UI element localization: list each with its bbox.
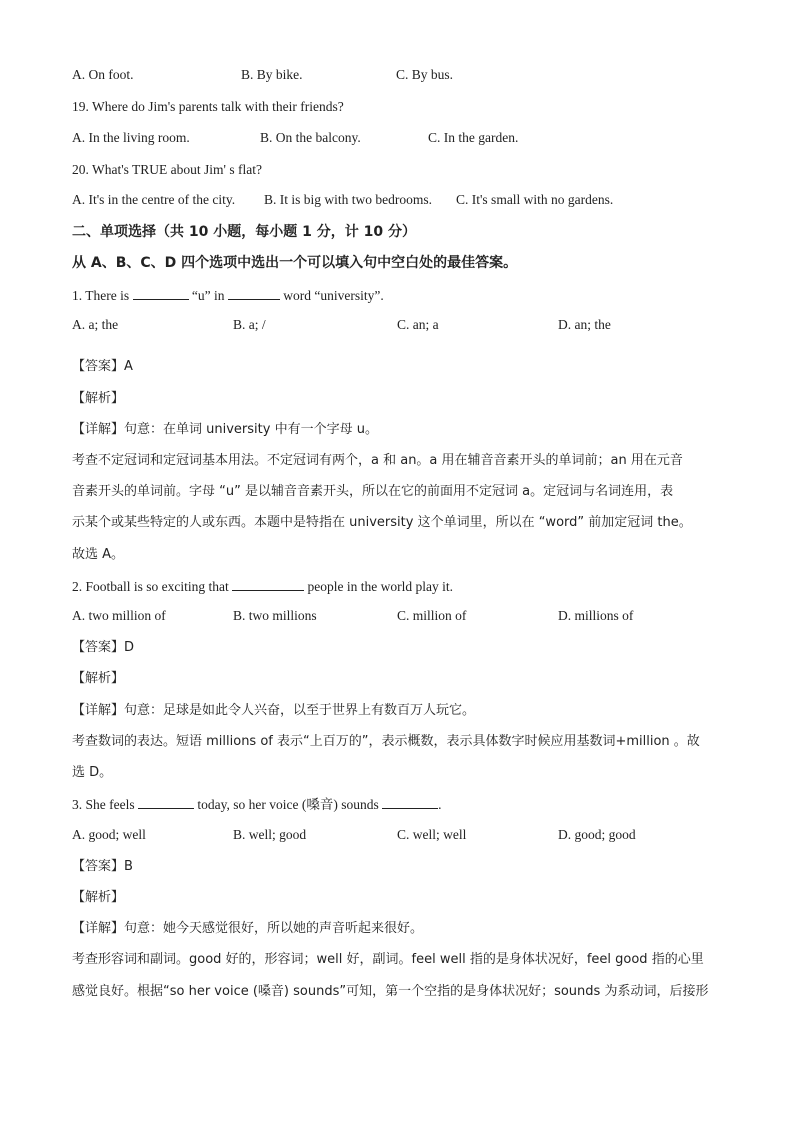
q19-option-a: A. In the living room.: [72, 130, 190, 145]
q1-answer: 【答案】A: [72, 359, 133, 374]
q1-option-d: D. an; the: [558, 317, 611, 332]
q18-option-a: A. On foot.: [72, 67, 134, 82]
q20-option-a: A. It's in the centre of the city.: [72, 192, 236, 207]
q2-answer: 【答案】D: [72, 640, 135, 655]
q2-explain-line: 考查数词的表达。短语 millions of 表示“上百万的”，表示概数，表示具体数字时候应用基数词+million 。故: [72, 734, 700, 749]
q1-option-a: A. a; the: [72, 317, 119, 332]
q1-blank-2: [228, 286, 280, 300]
q3-answer: 【答案】B: [72, 859, 133, 874]
section-instruction: 从 A、B、C、D 四个选项中选出一个可以填入句中空白处的最佳答案。: [72, 255, 518, 271]
q3-stem-part-c: .: [438, 797, 442, 812]
q1-option-b: B. a; /: [233, 317, 266, 332]
q1-stem-part-a: 1. There is: [72, 288, 130, 303]
q19-option-c: C. In the garden.: [428, 130, 519, 145]
q2-option-b: B. two millions: [233, 608, 317, 623]
q20-stem: 20. What's TRUE about Jim' s flat?: [72, 162, 262, 177]
q3-blank-2: [382, 795, 438, 809]
q19-option-b: B. On the balcony.: [260, 130, 361, 145]
q2-blank: [232, 577, 304, 591]
q2-option-c: C. million of: [397, 608, 467, 623]
q2-stem: [72, 577, 453, 596]
q3-explain-line: 考查形容词和副词。good 好的，形容词；well 好，副词。feel well 指的是身体状况好，feel good 指的心里: [72, 952, 704, 967]
q1-stem-part-b: “u” in: [191, 288, 225, 303]
q3-option-c: C. well; well: [397, 827, 467, 842]
q1-explain-line: 故选 A。: [72, 547, 125, 562]
q3-option-b: B. well; good: [233, 827, 307, 842]
q3-blank-1: [138, 795, 194, 809]
q2-option-d: D. millions of: [558, 608, 634, 623]
q2-analysis-label: 【解析】: [72, 671, 125, 686]
q3-option-d: D. good; good: [558, 827, 636, 842]
q2-stem-part-b: people in the world play it.: [307, 579, 453, 594]
q1-explain-line: 音素开头的单词前。字母 “u” 是以辅音音素开头，所以在它的前面用不定冠词 a。定冠词与名词连用，表: [72, 484, 674, 499]
q3-stem-part-a: 3. She feels: [72, 797, 135, 812]
q20-option-c: C. It's small with no gardens.: [456, 192, 614, 207]
q1-analysis-label: 【解析】: [72, 391, 125, 406]
q19-stem: 19. Where do Jim's parents talk with their friends?: [72, 99, 344, 114]
q3-analysis-label: 【解析】: [72, 890, 125, 905]
q3-stem-part-b: today, so her voice (嗓音) sounds: [197, 797, 379, 812]
q2-stem-part-a: 2. Football is so exciting that: [72, 579, 229, 594]
section-title: 二、单项选择（共 10 小题，每小题 1 分，计 10 分）: [72, 224, 416, 240]
q1-explain-line: 示某个或某些特定的人或东西。本题中是特指在 university 这个单词里，所以在 “word” 前加定冠词 the。: [72, 515, 692, 530]
q2-detail: 【详解】句意：足球是如此令人兴奋，以至于世界上有数百万人玩它。: [72, 703, 476, 718]
q1-stem-part-c: word “university”.: [283, 288, 384, 303]
q18-option-c: C. By bus.: [396, 67, 454, 82]
q3-option-a: A. good; well: [72, 827, 146, 842]
q20-option-b: B. It is big with two bedrooms.: [264, 192, 432, 207]
q1-detail: 【详解】句意：在单词 university 中有一个字母 u。: [72, 422, 378, 437]
q2-option-a: A. two million of: [72, 608, 166, 623]
q3-detail: 【详解】句意：她今天感觉很好，所以她的声音听起来很好。: [72, 921, 424, 936]
q1-blank-1: [133, 286, 189, 300]
q1-option-c: C. an; a: [397, 317, 439, 332]
q1-stem: [72, 286, 384, 305]
q3-stem: [72, 795, 441, 814]
q1-explain-line: 考查不定冠词和定冠词基本用法。不定冠词有两个，a 和 an。a 用在辅音音素开头的单词前；an 用在元音: [72, 453, 683, 468]
q3-explain-line: 感觉良好。根据“so her voice (嗓音) sounds”可知，第一个空指的是身体状况好；sounds 为系动词，后接形: [72, 984, 709, 999]
q2-explain-line: 选 D。: [72, 765, 113, 780]
q18-option-b: B. By bike.: [241, 67, 303, 82]
